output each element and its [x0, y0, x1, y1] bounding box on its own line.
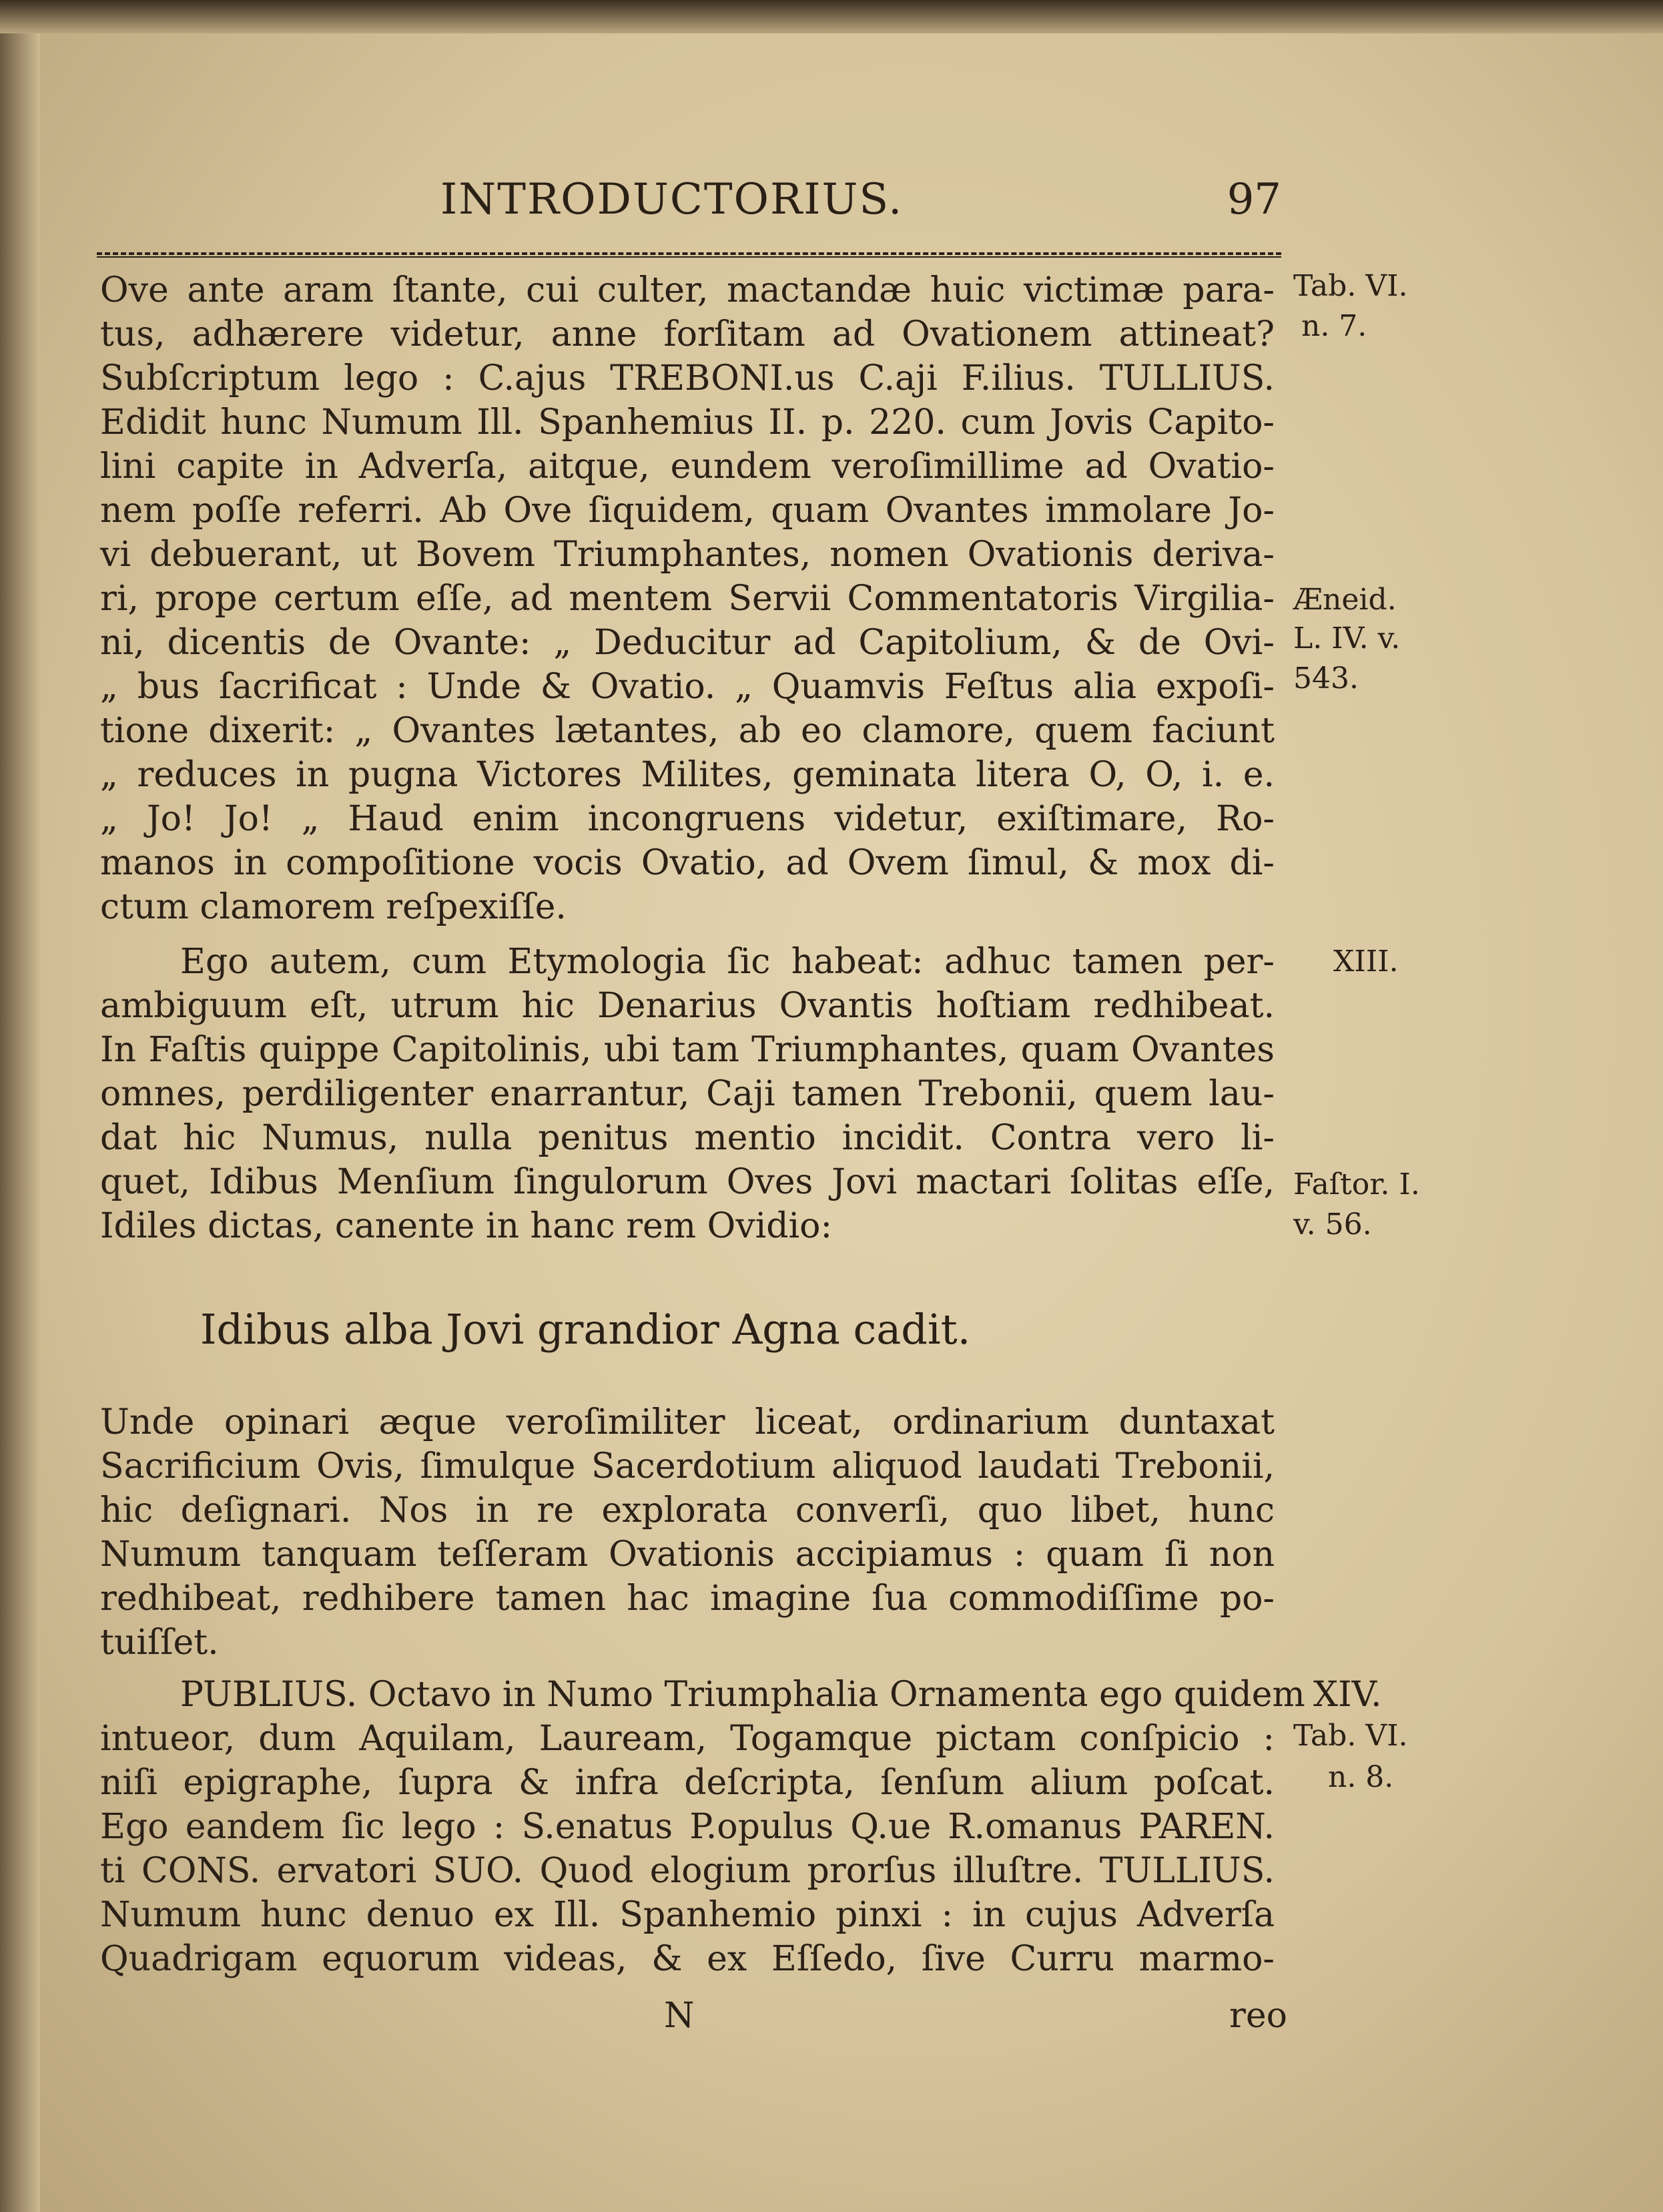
signature-mark: N	[664, 1996, 695, 2036]
text-line: Ego eandem ſic lego : S.enatus P.opulus Q.ue R.omanus PAREN.	[100, 1807, 1275, 1847]
margin-note: Æneid.	[1293, 583, 1397, 617]
page-header	[100, 175, 1281, 228]
header-rule-thin	[97, 256, 1281, 258]
margin-note: n. 8.	[1328, 1760, 1394, 1794]
text-line: ambiguum eſt, utrum hic Denarius Ovantis hoſtiam redhibeat.	[100, 986, 1275, 1026]
text-line: Numum hunc denuo ex Ill. Spanhemio pinxi : in cujus Adverſa	[100, 1895, 1275, 1935]
text-line: „ Jo! Jo! „ Haud enim incongruens videtur, exiſtimare, Ro-	[100, 799, 1275, 839]
text-line: PUBLIUS. Octavo in Numo Triumphalia Ornamenta ego quidem	[180, 1675, 1305, 1715]
text-line: Idiles dictas, canente in hanc rem Ovidio:	[100, 1206, 832, 1246]
text-line: Ego autem, cum Etymologia ſic habeat: adhuc tamen per-	[180, 942, 1275, 982]
text-line: ctum clamorem reſpexiſſe.	[100, 887, 567, 927]
text-line: lini capite in Adverſa, aitque, eundem veroſimillime ad Ovatio-	[100, 447, 1275, 487]
text-line: manos in compoſitione vocis Ovatio, ad Ovem ſimul, & mox di-	[100, 843, 1275, 883]
margin-note: 543.	[1293, 661, 1359, 696]
text-line: „ reduces in pugna Victores Milites, geminata litera O, O, i. e.	[100, 755, 1275, 795]
text-line: ni, dicentis de Ovante: „ Deducitur ad Capitolium, & de Ovi-	[100, 623, 1275, 663]
text-line: Ove ante aram ſtante, cui culter, mactandæ huic victimæ para-	[100, 270, 1275, 310]
page-top-edge	[0, 0, 1663, 33]
text-line: ti CONS. ervatori SUO. Quod elogium prorſus illuſtre. TULLIUS.	[100, 1851, 1275, 1891]
margin-note: v. 56.	[1293, 1207, 1372, 1241]
text-line: Quadrigam equorum videas, & ex Eſſedo, ſive Curru marmo-	[100, 1939, 1275, 1979]
margin-note: Tab. VI.	[1293, 1719, 1408, 1753]
margin-note: XIII.	[1333, 944, 1399, 979]
running-title: INTRODUCTORIUS.	[440, 175, 904, 224]
text-line: „ bus ſacrificat : Unde & Ovatio. „ Quamvis Feſtus alia expoſi-	[100, 667, 1275, 707]
margin-note: L. IV. v.	[1293, 621, 1401, 655]
text-line: dat hic Numus, nulla penitus mentio incidit. Contra vero li-	[100, 1118, 1275, 1158]
text-line: ri, prope certum eſſe, ad mentem Servii Commentatoris Virgilia-	[100, 579, 1275, 619]
text-line: Unde opinari æque veroſimiliter liceat, ordinarium duntaxat	[100, 1402, 1275, 1442]
margin-note: Tab. VI.	[1293, 269, 1408, 303]
text-line: intueor, dum Aquilam, Lauream, Togamque pictam conſpicio :	[100, 1719, 1275, 1759]
text-line: tus, adhærere videtur, anne forſitam ad Ovationem attineat?	[100, 314, 1275, 354]
text-line: omnes, perdiligenter enarrantur, Caji tamen Trebonii, quem lau-	[100, 1074, 1275, 1114]
text-line: nem poſſe referri. Ab Ove ſiquidem, quam Ovantes immolare Jo-	[100, 491, 1275, 531]
margin-note: n. 7.	[1301, 309, 1367, 343]
book-gutter	[0, 0, 40, 2212]
text-line: redhibeat, redhibere tamen hac imagine ſua commodiſſime po-	[100, 1579, 1275, 1619]
verse-quote: Idibus alba Jovi grandior Agna cadit.	[200, 1305, 971, 1354]
text-line: Numum tanquam teſſeram Ovationis accipiamus : quam ſi non	[100, 1535, 1275, 1575]
text-line: In Faſtis quippe Capitolinis, ubi tam Triumphantes, quam Ovantes	[100, 1030, 1275, 1070]
margin-note: Faſtor. I.	[1293, 1167, 1420, 1201]
text-line: vi debuerant, ut Bovem Triumphantes, nomen Ovationis deriva-	[100, 535, 1275, 575]
text-line: Edidit hunc Numum Ill. Spanhemius II. p. 220. cum Jovis Capito-	[100, 402, 1275, 443]
text-line: tione dixerit: „ Ovantes lætantes, ab eo clamore, quem faciunt	[100, 711, 1275, 751]
text-line: Sacrificium Ovis, ſimulque Sacerdotium aliquod laudati Trebonii,	[100, 1446, 1275, 1486]
text-line: tuiſſet.	[100, 1623, 219, 1663]
margin-note: XIV.	[1313, 1675, 1382, 1715]
catchword: reo	[1229, 1996, 1287, 2036]
text-line: niſi epigraphe, ſupra & infra deſcripta, ſenſum alium poſcat.	[100, 1763, 1275, 1803]
text-line: quet, Idibus Menſium ſingulorum Oves Jovi mactari ſolitas eſſe,	[100, 1162, 1275, 1202]
text-line: hic deſignari. Nos in re explorata converſi, quo libet, hunc	[100, 1490, 1275, 1531]
text-line: Subſcriptum lego : C.ajus TREBONI.us C.aji F.ilius. TULLIUS.	[100, 358, 1275, 398]
page-number: 97	[1227, 175, 1281, 224]
header-rule	[97, 252, 1281, 255]
